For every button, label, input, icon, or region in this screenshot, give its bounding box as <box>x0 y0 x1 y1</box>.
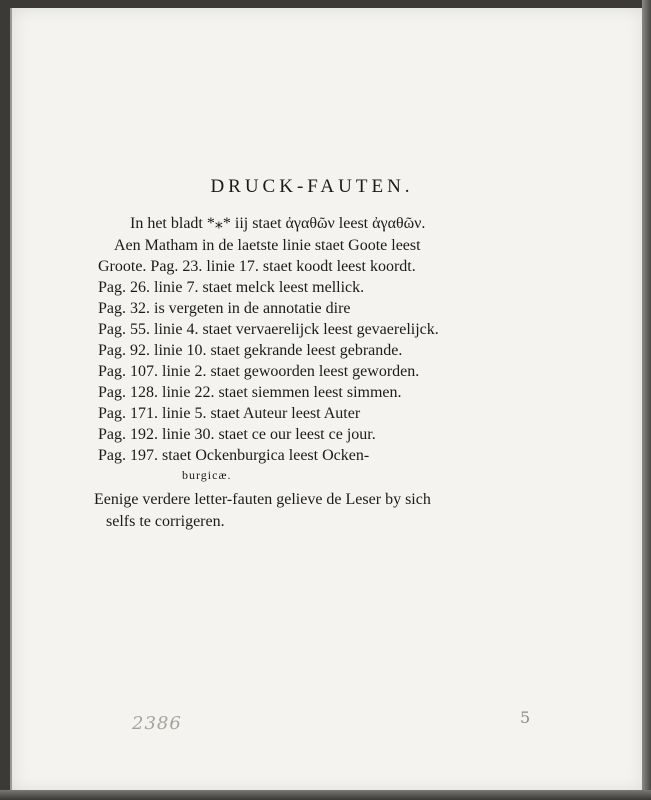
closing-line: Eenige verdere letter-fauten gelieve de Leser by sich <box>94 491 431 508</box>
errata-line: In het bladt *⁎* iij staet ἀγαθῶν leest ἀγαθῶν. <box>130 215 426 232</box>
errata-line: Pag. 26. linie 7. staet melck leest mellick. <box>98 279 365 296</box>
errata-line: Aen Matham in de laetste linie staet Goote leest <box>114 237 421 254</box>
page-edge-right <box>642 0 651 800</box>
errata-line: Groote. Pag. 23. linie 17. staet koodt leest koordt. <box>98 258 416 275</box>
closing-line: selfs te corrigeren. <box>106 513 225 530</box>
errata-line: Pag. 92. linie 10. staet gekrande leest gebrande. <box>98 342 403 359</box>
errata-line: Pag. 128. linie 22. staet siemmen leest simmen. <box>98 384 402 401</box>
page-mark: 5 <box>520 708 531 727</box>
page-title: DRUCK-FAUTEN. <box>210 176 414 197</box>
errata-line: Pag. 192. linie 30. staet ce our leest ce jour. <box>98 426 376 443</box>
page-edge-bottom <box>0 790 651 800</box>
errata-line-continuation: burgicæ. <box>182 468 232 482</box>
errata-line: Pag. 171. linie 5. staet Auteur leest Auter <box>98 405 361 422</box>
errata-line: Pag. 32. is vergeten in de annotatie dire <box>98 300 351 317</box>
errata-line: Pag. 197. staet Ockenburgica leest Ocken- <box>98 447 370 464</box>
book-page <box>10 8 644 792</box>
errata-line: Pag. 107. linie 2. staet gewoorden leest geworden. <box>98 363 420 380</box>
errata-line: Pag. 55. linie 4. staet vervaerelijck leest gevaerelijck. <box>98 321 439 338</box>
pencil-note: 2386 <box>132 713 182 734</box>
